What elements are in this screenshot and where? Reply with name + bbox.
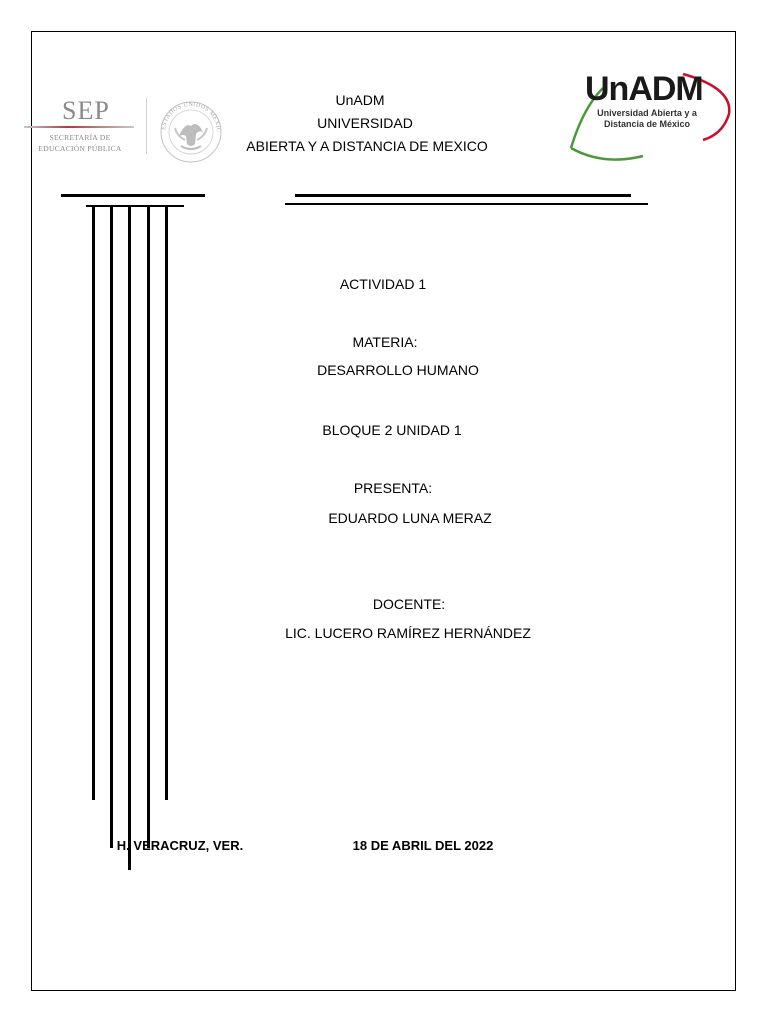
sep-logo-title: SEP xyxy=(62,96,110,125)
decor-hline-left-top xyxy=(61,194,205,197)
presenter-label: PRESENTA: xyxy=(353,480,433,496)
institution-line2: UNIVERSIDAD xyxy=(317,115,413,131)
block-label: BLOQUE 2 UNIDAD 1 xyxy=(322,422,462,438)
activity-title: ACTIVIDAD 1 xyxy=(339,276,427,292)
sep-logo-subtitle-line1: SECRETARÍA DE xyxy=(49,133,111,142)
institution-line3: ABIERTA Y A DISTANCIA DE MEXICO xyxy=(246,138,488,154)
decor-vline-1 xyxy=(92,207,95,800)
decor-hline-right-bottom xyxy=(285,203,648,205)
unadm-logo-name: UnADM xyxy=(585,70,703,108)
seal-ring-text: ESTADOS UNIDOS MEXIC xyxy=(161,101,222,133)
mexican-coat-of-arms-icon xyxy=(155,96,227,164)
decor-vline-3 xyxy=(128,207,131,870)
subject-label: MATERIA: xyxy=(352,334,418,350)
decor-hline-right-top xyxy=(295,194,631,197)
sep-logo-subtitle-line2: EDUCACIÓN PÚBLICA xyxy=(38,144,122,153)
logo-divider xyxy=(146,98,147,154)
sep-logo-rule xyxy=(24,126,134,128)
presenter-name: EDUARDO LUNA MERAZ xyxy=(328,510,492,526)
institution-short: UnADM xyxy=(335,92,385,108)
decor-hline-left-bottom xyxy=(86,205,184,207)
unadm-logo-tagline-line1: Universidad Abierta y a xyxy=(597,108,697,118)
unadm-logo-tagline-line2: Distancia de México xyxy=(603,119,691,129)
footer-date: 18 DE ABRIL DEL 2022 xyxy=(352,838,494,853)
footer-location: H. VERACRUZ, VER. xyxy=(116,838,244,853)
unadm-logo xyxy=(563,68,735,164)
sep-logo xyxy=(22,96,138,160)
decor-vline-4 xyxy=(147,207,150,848)
decor-vline-5 xyxy=(165,207,168,800)
teacher-name: LIC. LUCERO RAMÍREZ HERNÁNDEZ xyxy=(285,625,531,641)
decor-vline-2 xyxy=(110,207,113,848)
subject-value: DESARROLLO HUMANO xyxy=(317,362,479,378)
teacher-label: DOCENTE: xyxy=(372,596,446,612)
